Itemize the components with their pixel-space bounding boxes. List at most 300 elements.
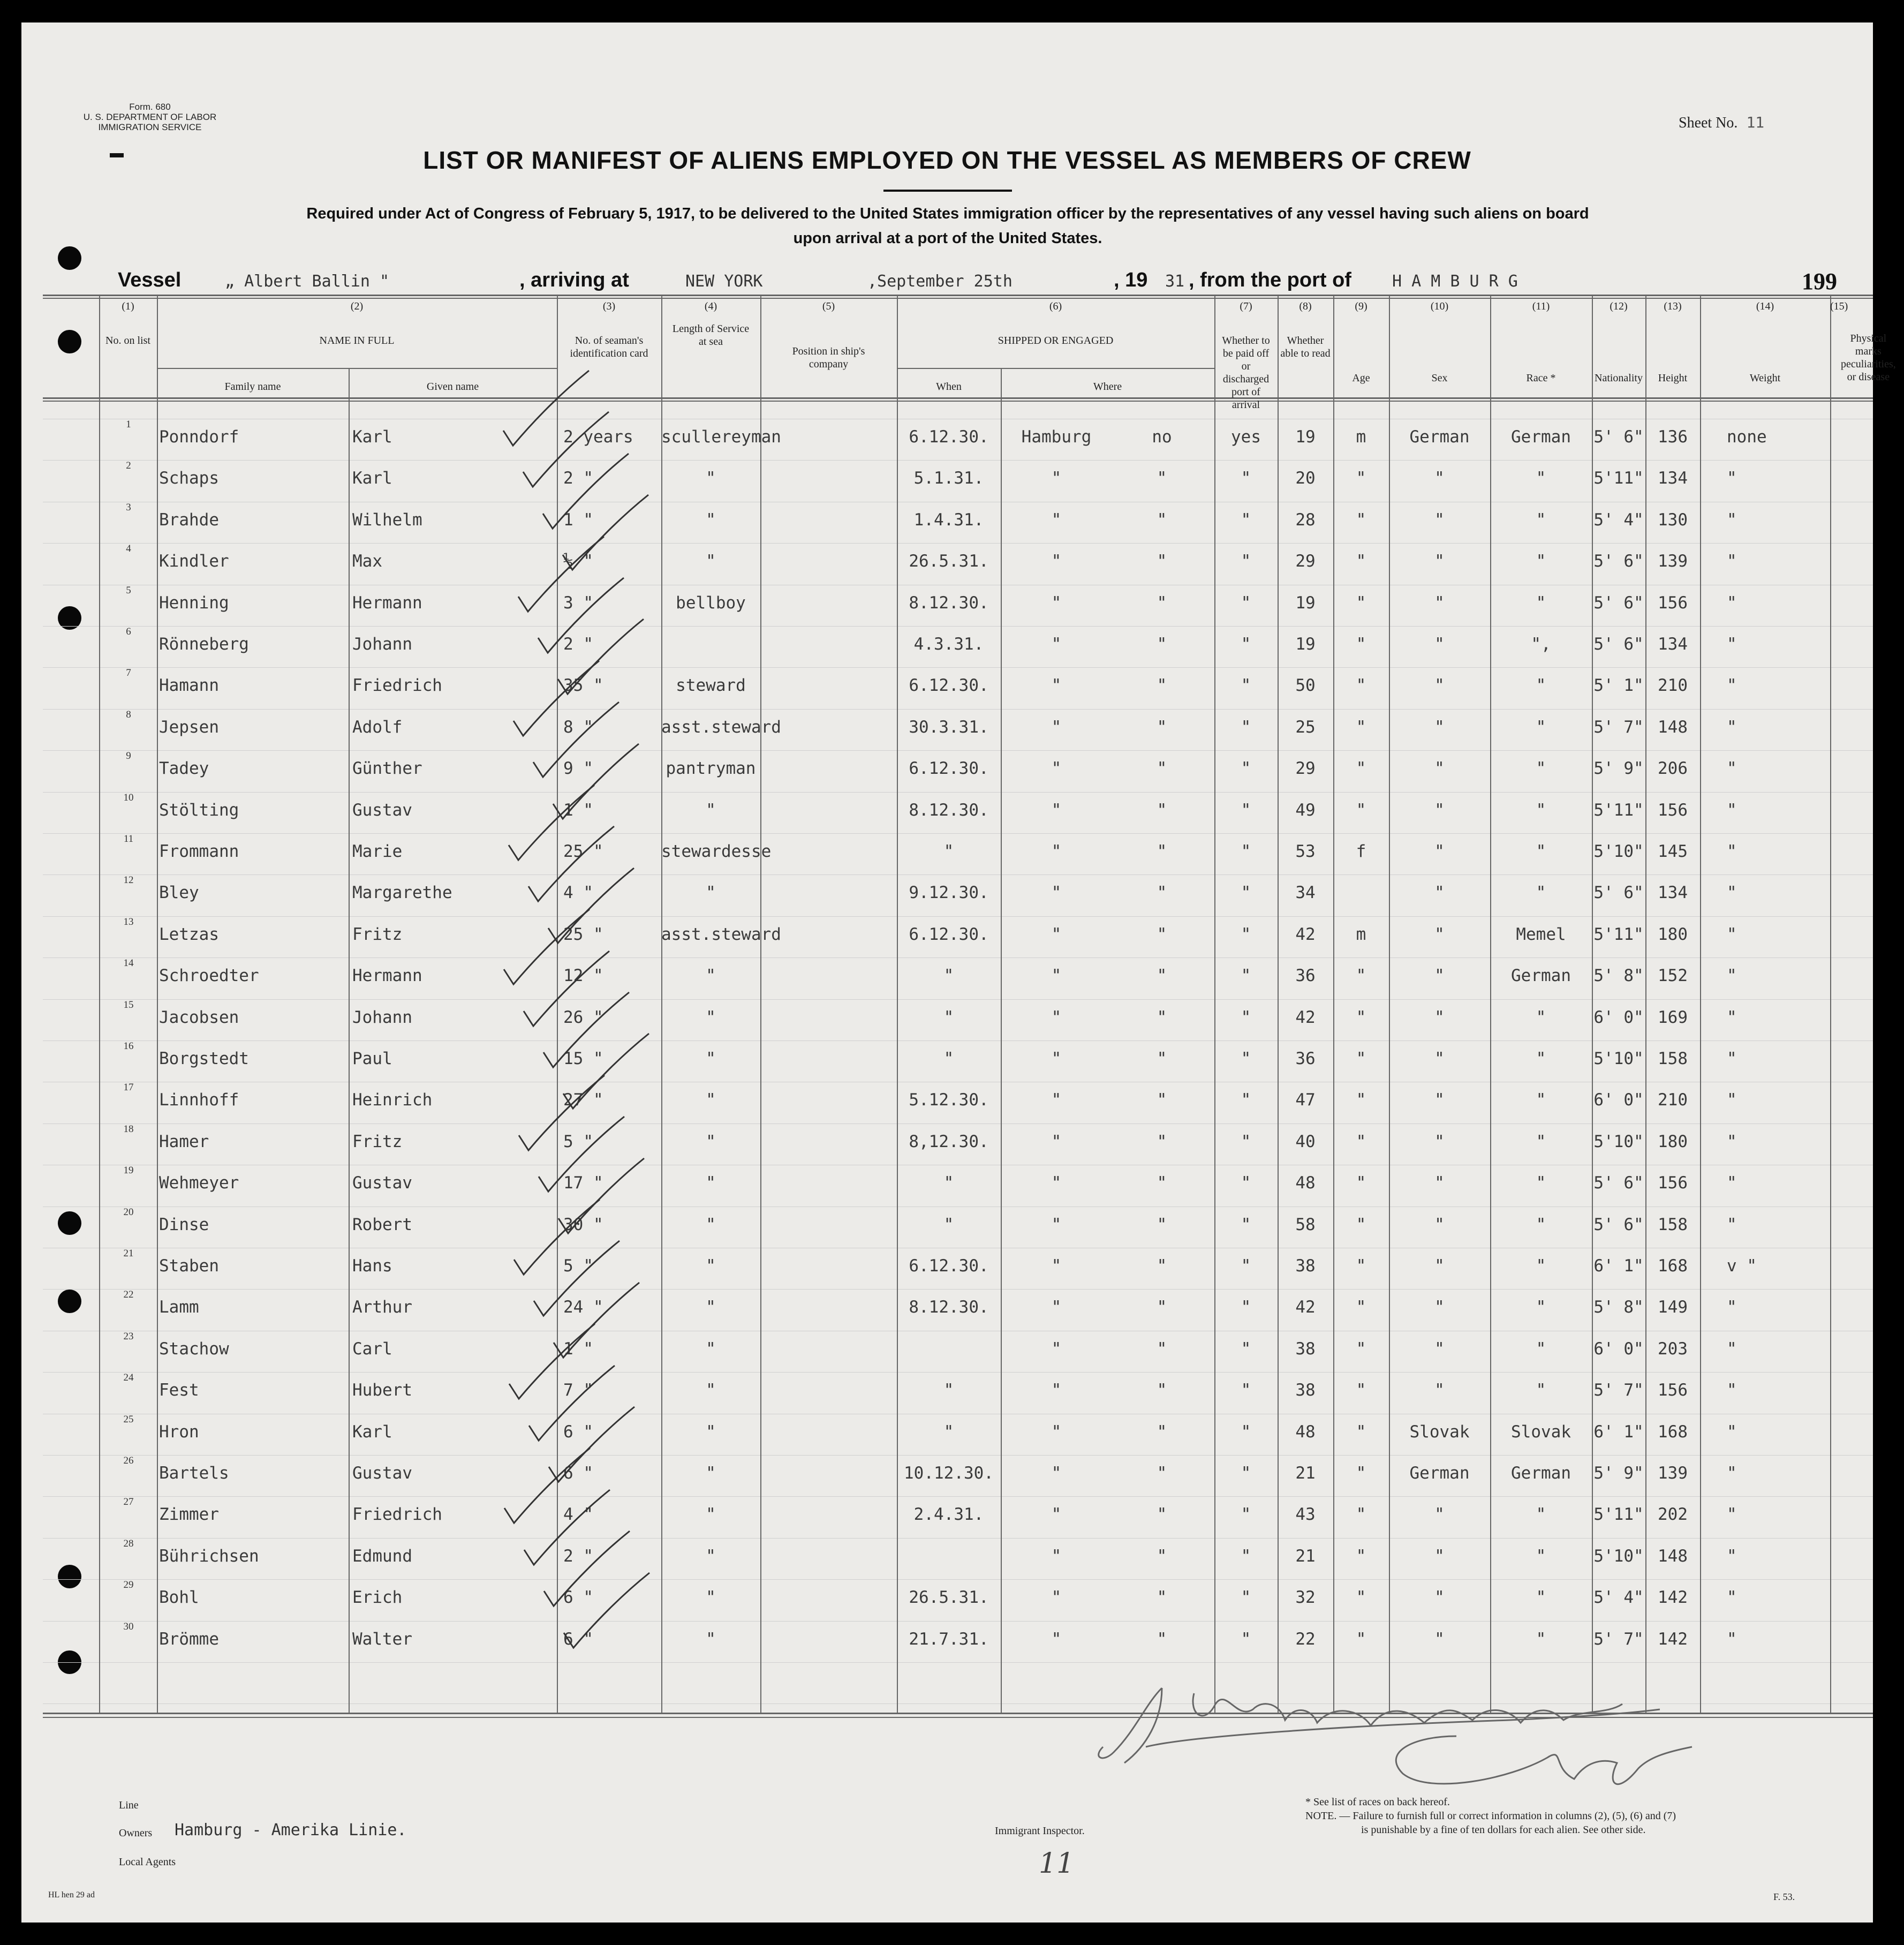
cell-position: " <box>706 469 716 488</box>
check-marks <box>21 22 1873 1923</box>
cell-where: " <box>1051 966 1062 985</box>
check-mark <box>528 826 614 901</box>
check-mark <box>553 744 639 819</box>
cell-height: 5'11" <box>1593 801 1644 820</box>
cell-race: German <box>1409 1464 1470 1483</box>
cell-read: " <box>1241 635 1251 654</box>
cell-nat: German <box>1511 1464 1571 1483</box>
cell-weight: 149 <box>1658 1298 1688 1317</box>
check-mark <box>504 909 590 984</box>
row-number: 1 <box>126 419 131 430</box>
cell-weight: 156 <box>1658 1381 1688 1400</box>
cell-service: 1 " <box>563 510 593 530</box>
cell-given: Günther <box>352 759 422 778</box>
cell-nat: " <box>1536 552 1546 571</box>
cell-weight: 168 <box>1658 1256 1688 1276</box>
cell-height: 5'11" <box>1593 1505 1644 1524</box>
races-note: * See list of races on back hereof. <box>1305 1796 1450 1808</box>
cell-service: 5 " <box>563 1132 593 1151</box>
print-code: HL hen 29 ad <box>48 1890 95 1899</box>
column-label: No. on list <box>105 335 150 346</box>
cell-age: 53 <box>1295 842 1316 861</box>
cell-weight: 134 <box>1658 635 1688 654</box>
inspector-mark: 11 <box>1039 1848 1075 1880</box>
cell-weight: 203 <box>1658 1339 1688 1359</box>
cell-height: 5' 7" <box>1593 1630 1644 1649</box>
cell-weight: 148 <box>1658 1547 1688 1566</box>
cell-service: 5 " <box>563 1256 593 1276</box>
cell-position: " <box>706 1215 716 1234</box>
cell-position: " <box>706 1132 716 1151</box>
column-number: (15) <box>1830 300 1848 312</box>
cell-height: 6' 1" <box>1593 1422 1644 1442</box>
cell-paid: " <box>1157 759 1167 778</box>
cell-position: " <box>706 1049 716 1068</box>
cell-sex: " <box>1356 1588 1366 1607</box>
cell-age: 34 <box>1295 883 1316 902</box>
cell-height: 5'11" <box>1593 469 1644 488</box>
cell-read: " <box>1241 1588 1251 1607</box>
cell-sex: " <box>1356 1132 1366 1151</box>
check-mark <box>549 1407 634 1482</box>
check-mark <box>563 1034 649 1109</box>
cell-race: " <box>1434 883 1445 902</box>
cell-position: bellboy <box>676 593 746 613</box>
cell-age: 40 <box>1295 1132 1316 1151</box>
cell-read: " <box>1241 1090 1251 1110</box>
column-number: (13) <box>1664 300 1682 312</box>
check-mark <box>518 537 604 612</box>
cell-weight: 139 <box>1658 1464 1688 1483</box>
cell-read: " <box>1241 883 1251 902</box>
cell-marks: " <box>1727 1090 1737 1110</box>
cell-age: 21 <box>1295 1464 1316 1483</box>
cell-where: " <box>1051 718 1062 737</box>
column-number: (11) <box>1532 300 1550 312</box>
from-port: H A M B U R G <box>1392 272 1518 291</box>
cell-marks: " <box>1727 759 1737 778</box>
page-title: LIST OR MANIFEST OF ALIENS EMPLOYED ON THE VESSEL AS MEMBERS OF CREW <box>423 146 1471 174</box>
cell-read: " <box>1241 1173 1251 1193</box>
cell-height: 5' 8" <box>1593 966 1644 985</box>
cell-paid: " <box>1157 1008 1167 1027</box>
column-number: (4) <box>704 300 717 312</box>
cell-paid: " <box>1157 1090 1167 1110</box>
manifest-sheet <box>21 22 1896 1923</box>
check-mark <box>529 1366 615 1441</box>
cell-service: 6 " <box>563 1422 593 1442</box>
cell-nat: " <box>1536 1547 1546 1566</box>
cell-service: 4 " <box>563 1505 593 1524</box>
cell-when: 6.12.30. <box>909 925 989 944</box>
cell-paid: " <box>1157 1298 1167 1317</box>
check-mark <box>534 1241 619 1316</box>
cell-read: " <box>1241 1505 1251 1524</box>
cell-given: Arthur <box>352 1298 412 1317</box>
cell-when: " <box>943 1422 954 1442</box>
cell-race: " <box>1434 1588 1445 1607</box>
check-mark <box>558 1158 644 1233</box>
cell-where: " <box>1051 1173 1062 1193</box>
cell-race: " <box>1434 593 1445 613</box>
cell-paid: " <box>1157 1215 1167 1234</box>
column-sublabel: Family name <box>224 381 281 393</box>
cell-nat: " <box>1536 883 1546 902</box>
cell-where: " <box>1051 1505 1062 1524</box>
cell-where: Hamburg <box>1021 427 1092 447</box>
cell-paid: " <box>1157 510 1167 530</box>
cell-nat: German <box>1511 966 1571 985</box>
cell-nat: " <box>1536 1090 1546 1110</box>
cell-when: " <box>943 1381 954 1400</box>
cell-weight: 180 <box>1658 925 1688 944</box>
cell-race: " <box>1434 1505 1445 1524</box>
cell-height: 5' 4" <box>1593 510 1644 530</box>
year-suffix: 31 <box>1165 272 1185 291</box>
cell-given: Max <box>352 552 382 571</box>
cell-when: 8.12.30. <box>909 1298 989 1317</box>
sheet-number-label: Sheet No. <box>1679 115 1738 131</box>
cell-height: 5' 4" <box>1593 1588 1644 1607</box>
cell-paid: " <box>1157 1256 1167 1276</box>
check-mark <box>558 619 644 694</box>
column-label: Weight <box>1749 372 1781 384</box>
cell-read: " <box>1241 1008 1251 1027</box>
cell-where: " <box>1051 552 1062 571</box>
cell-race: " <box>1434 1132 1445 1151</box>
cell-marks: v " <box>1727 1256 1757 1276</box>
cell-where: " <box>1051 1422 1062 1442</box>
cell-service: 25 " <box>563 842 603 861</box>
cell-service: 1 " <box>563 1339 593 1359</box>
cell-family: Bley <box>159 883 199 902</box>
cell-age: 48 <box>1295 1173 1316 1193</box>
cell-sex: " <box>1356 1008 1366 1027</box>
row-number: 23 <box>123 1331 134 1342</box>
cell-age: 28 <box>1295 510 1316 530</box>
cell-nat: Slovak <box>1511 1422 1571 1442</box>
cell-when: 6.12.30. <box>909 759 989 778</box>
cell-when: 6.12.30. <box>909 676 989 695</box>
cell-service: 17 " <box>563 1173 603 1193</box>
cell-marks: " <box>1727 1464 1737 1483</box>
cell-family: Schaps <box>159 469 219 488</box>
cell-age: 21 <box>1295 1547 1316 1566</box>
column-label: Whether able to read <box>1280 335 1331 359</box>
column-label: SHIPPED OR ENGAGED <box>998 335 1114 346</box>
check-mark <box>564 1573 649 1648</box>
cell-service: 1 " <box>563 801 593 820</box>
cell-paid: " <box>1157 718 1167 737</box>
cell-given: Edmund <box>352 1547 412 1566</box>
cell-paid: " <box>1157 1173 1167 1193</box>
cell-given: Paul <box>352 1049 392 1068</box>
cell-sex: " <box>1356 966 1366 985</box>
cell-read: yes <box>1231 427 1261 447</box>
cell-marks: " <box>1727 1588 1737 1607</box>
cell-weight: 169 <box>1658 1008 1688 1027</box>
cell-where: " <box>1051 1339 1062 1359</box>
cell-height: 5' 8" <box>1593 1298 1644 1317</box>
cell-position: " <box>706 966 716 985</box>
cell-age: 42 <box>1295 1008 1316 1027</box>
check-mark <box>509 1324 595 1399</box>
cell-where: " <box>1051 883 1062 902</box>
cell-when: " <box>943 1215 954 1234</box>
cell-service: 2 years <box>563 427 633 447</box>
row-number: 15 <box>123 999 134 1011</box>
cell-position: " <box>706 1298 716 1317</box>
cell-where: " <box>1051 1090 1062 1110</box>
arrival-port: NEW YORK <box>685 272 763 291</box>
inspector-label: Immigrant Inspector. <box>995 1825 1085 1837</box>
cell-position: " <box>706 1547 716 1566</box>
cell-given: Erich <box>352 1588 403 1607</box>
cell-height: 5' 6" <box>1593 1215 1644 1234</box>
cell-paid: " <box>1157 1464 1167 1483</box>
cell-where: " <box>1051 635 1062 654</box>
cell-where: " <box>1051 1008 1062 1027</box>
cell-given: Fritz <box>352 925 403 944</box>
row-number: 12 <box>123 875 134 886</box>
cell-given: Robert <box>352 1215 412 1234</box>
cell-race: " <box>1434 1049 1445 1068</box>
cell-read: " <box>1241 925 1251 944</box>
subtitle-line-2: upon arrival at a port of the United States. <box>793 230 1102 247</box>
cell-nat: ", <box>1531 635 1551 654</box>
column-label: Age <box>1352 372 1370 384</box>
cell-service: 12 " <box>563 966 603 985</box>
cell-family: Frommann <box>159 842 239 861</box>
cell-sex: " <box>1356 1049 1366 1068</box>
cell-read: " <box>1241 801 1251 820</box>
cell-read: " <box>1241 718 1251 737</box>
cell-marks: " <box>1727 1381 1737 1400</box>
cell-when: 21.7.31. <box>909 1630 989 1649</box>
cell-paid: " <box>1157 1049 1167 1068</box>
cell-nat: " <box>1536 842 1546 861</box>
cell-race: German <box>1409 427 1470 447</box>
cell-sex: " <box>1356 1422 1366 1442</box>
row-number: 17 <box>123 1082 134 1093</box>
subtitle-line-1: Required under Act of Congress of February 5, 1917, to be delivered to the United States immigration officer by the representatives of any vessel having such aliens on board <box>306 205 1589 222</box>
row-number: 6 <box>126 626 131 637</box>
cell-marks: " <box>1727 676 1737 695</box>
cell-family: Fest <box>159 1381 199 1400</box>
cell-where: " <box>1051 925 1062 944</box>
cell-paid: " <box>1157 1505 1167 1524</box>
cell-family: Henning <box>159 593 229 613</box>
cell-marks: " <box>1727 469 1737 488</box>
row-number: 24 <box>123 1372 134 1383</box>
cell-family: Letzas <box>159 925 219 944</box>
cell-age: 19 <box>1295 635 1316 654</box>
cell-family: Schroedter <box>159 966 259 985</box>
cell-weight: 158 <box>1658 1215 1688 1234</box>
inspector-signature <box>1082 1672 1703 1800</box>
column-number: (5) <box>822 300 835 312</box>
cell-where: " <box>1051 1298 1062 1317</box>
row-number: 19 <box>123 1165 134 1176</box>
column-number: (7) <box>1240 300 1252 312</box>
cell-where: " <box>1051 1049 1062 1068</box>
cell-position: " <box>706 1630 716 1649</box>
check-mark <box>524 1490 610 1565</box>
column-number: (9) <box>1355 300 1367 312</box>
cell-nat: German <box>1511 427 1571 447</box>
cell-family: Lamm <box>159 1298 199 1317</box>
cell-position: " <box>706 1090 716 1110</box>
cell-marks: none <box>1727 427 1767 447</box>
cell-age: 50 <box>1295 676 1316 695</box>
cell-sex: m <box>1356 925 1366 944</box>
column-number: (10) <box>1430 300 1449 312</box>
cell-given: Gustav <box>352 801 412 820</box>
cell-weight: 158 <box>1658 1049 1688 1068</box>
column-number: (1) <box>122 300 134 312</box>
check-mark <box>509 785 594 860</box>
cell-given: Marie <box>352 842 403 861</box>
cell-where: " <box>1051 801 1062 820</box>
cell-service: 4 " <box>563 883 593 902</box>
column-label: Whether to be paid off or discharged port of arrival <box>1222 335 1270 411</box>
cell-sex: " <box>1356 469 1366 488</box>
column-label: No. of seaman's identification card <box>570 335 648 359</box>
cell-family: Tadey <box>159 759 209 778</box>
cell-age: 38 <box>1295 1381 1316 1400</box>
cell-nat: " <box>1536 1215 1546 1234</box>
cell-weight: 152 <box>1658 966 1688 985</box>
form-number: Form. 680 <box>129 102 171 112</box>
cell-paid: " <box>1157 635 1167 654</box>
cell-service: ½ " <box>563 552 593 571</box>
cell-weight: 130 <box>1658 510 1688 530</box>
cell-paid: " <box>1157 593 1167 613</box>
cell-position: " <box>706 1464 716 1483</box>
cell-nat: " <box>1536 1505 1546 1524</box>
column-number: (14) <box>1756 300 1774 312</box>
cell-height: 5' 6" <box>1593 883 1644 902</box>
cell-family: Stachow <box>159 1339 229 1359</box>
cell-family: Bohl <box>159 1588 199 1607</box>
cell-position: " <box>706 1505 716 1524</box>
cell-when: 8.12.30. <box>909 801 989 820</box>
cell-paid: " <box>1157 801 1167 820</box>
row-number: 3 <box>126 502 131 513</box>
cell-age: 29 <box>1295 759 1316 778</box>
cell-sex: " <box>1356 801 1366 820</box>
check-mark <box>519 1075 605 1150</box>
cell-marks: " <box>1727 801 1737 820</box>
cell-where: " <box>1051 759 1062 778</box>
column-label: Length of Service at sea <box>672 323 750 348</box>
cell-read: " <box>1241 1422 1251 1442</box>
cell-sex: " <box>1356 1256 1366 1276</box>
cell-race: " <box>1434 1298 1445 1317</box>
cell-paid: " <box>1157 966 1167 985</box>
cell-position: " <box>706 1008 716 1027</box>
check-mark <box>543 454 629 529</box>
cell-nat: " <box>1536 1256 1546 1276</box>
column-number: (3) <box>602 300 616 312</box>
cell-race: " <box>1434 842 1445 861</box>
cell-read: " <box>1241 469 1251 488</box>
cell-sex: " <box>1356 1298 1366 1317</box>
row-number: 25 <box>123 1414 134 1425</box>
cell-sex: " <box>1356 1339 1366 1359</box>
cell-where: " <box>1051 1256 1062 1276</box>
cell-position: asst.steward <box>661 925 781 944</box>
cell-weight: 139 <box>1658 552 1688 571</box>
cell-nat: " <box>1536 676 1546 695</box>
cell-read: " <box>1241 1049 1251 1068</box>
cell-when: 26.5.31. <box>909 1588 989 1607</box>
cell-paid: no <box>1152 427 1172 447</box>
cell-service: 35 " <box>563 676 603 695</box>
cell-given: Johann <box>352 635 412 654</box>
cell-family: Stölting <box>159 801 239 820</box>
row-number: 30 <box>123 1621 134 1632</box>
vessel-label: Vessel <box>118 269 182 291</box>
cell-family: Ponndorf <box>159 427 239 447</box>
cell-family: Wehmeyer <box>159 1173 239 1193</box>
row-number: 21 <box>123 1248 134 1259</box>
cell-family: Borgstedt <box>159 1049 249 1068</box>
cell-weight: 148 <box>1658 718 1688 737</box>
arriving-label: , arriving at <box>519 269 629 291</box>
cell-paid: " <box>1157 842 1167 861</box>
cell-marks: " <box>1727 718 1737 737</box>
column-number: (8) <box>1299 300 1312 312</box>
cell-position: pantryman <box>666 759 756 778</box>
cell-service: 2 " <box>563 1547 593 1566</box>
column-number: (12) <box>1610 300 1628 312</box>
cell-given: Hermann <box>352 966 422 985</box>
cell-position: " <box>706 883 716 902</box>
row-number: 2 <box>126 460 131 471</box>
cell-read: " <box>1241 593 1251 613</box>
cell-race: " <box>1434 1008 1445 1027</box>
cell-height: 5' 7" <box>1593 718 1644 737</box>
cell-age: 58 <box>1295 1215 1316 1234</box>
cell-age: 32 <box>1295 1588 1316 1607</box>
cell-position: " <box>706 1588 716 1607</box>
cell-sex: " <box>1356 759 1366 778</box>
cell-nat: " <box>1536 1381 1546 1400</box>
cell-position: " <box>706 1422 716 1442</box>
cell-age: 42 <box>1295 925 1316 944</box>
cell-where: " <box>1051 510 1062 530</box>
cell-marks: " <box>1727 1547 1737 1566</box>
cell-when: 1.4.31. <box>913 510 984 530</box>
cell-height: 5' 9" <box>1593 1464 1644 1483</box>
cell-service: 25 " <box>563 925 603 944</box>
column-sublabel: Given name <box>426 381 479 393</box>
column-number: (6) <box>1049 300 1062 312</box>
column-label: NAME IN FULL <box>319 335 395 346</box>
cell-family: Zimmer <box>159 1505 219 1524</box>
cell-sex: " <box>1356 1630 1366 1649</box>
cell-weight: 180 <box>1658 1132 1688 1151</box>
check-mark <box>533 702 619 777</box>
cell-service: 26 " <box>563 1008 603 1027</box>
cell-family: Kindler <box>159 552 229 571</box>
cell-marks: " <box>1727 925 1737 944</box>
cell-family: Bührichsen <box>159 1547 259 1566</box>
cell-race: " <box>1434 1547 1445 1566</box>
cell-race: " <box>1434 635 1445 654</box>
cell-where: " <box>1051 1464 1062 1483</box>
